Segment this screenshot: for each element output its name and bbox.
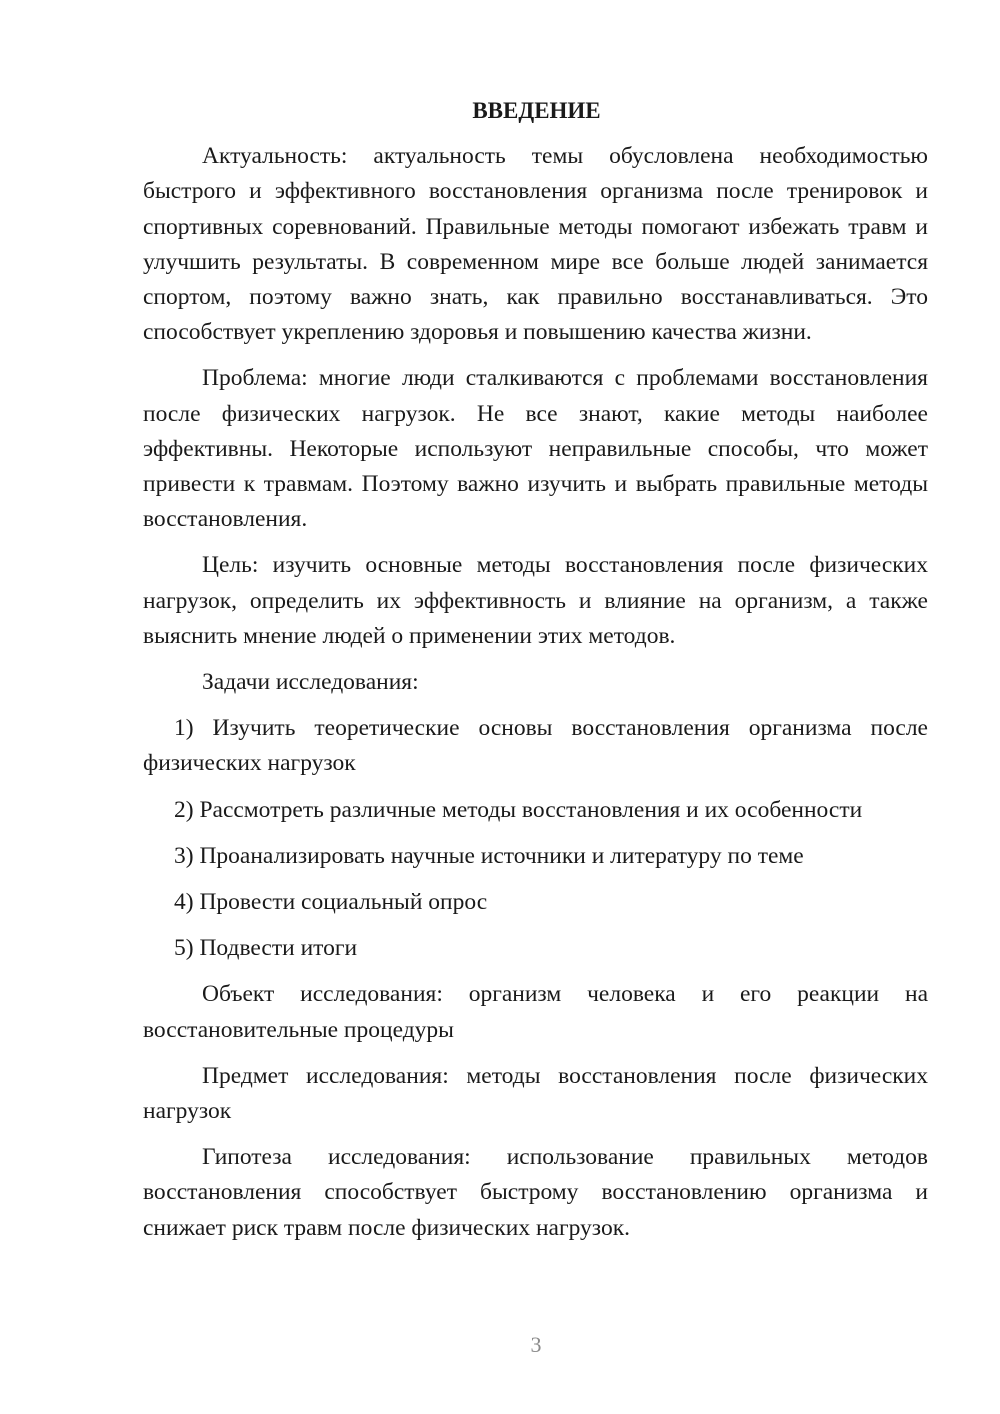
page-content <box>143 93 928 1257</box>
paragraph-tasks-intro: Задачи исследования: <box>202 669 419 696</box>
paragraph-object: Объект исследования: организм человека и его реакции на восстановительные процедуры <box>143 981 928 1043</box>
paragraph-hypothesis: Гипотеза исследования: использование правильных методов восстановления способствует быстрому восстановлению организма и снижает риск травм после физических нагрузок. <box>143 1144 928 1241</box>
task-item-4: 4) Провести социальный опрос <box>174 889 488 916</box>
paragraph-problem: Проблема: многие люди сталкиваются с проблемами восстановления после физических нагрузок. Не все знают, какие методы наиболее эффективны. Некоторые используют неправильные способы, что может привести к травмам. Поэтому важно изучить и выбрать правильные методы восстановления. <box>143 365 928 533</box>
section-heading: ВВЕДЕНИЕ <box>472 98 601 123</box>
page-number: 3 <box>530 1332 542 1357</box>
task-item-5: 5) Подвести итоги <box>174 935 358 962</box>
task-item-3: 3) Проанализировать научные источники и литературу по теме <box>174 842 804 869</box>
paragraph-subject: Предмет исследования: методы восстановления после физических нагрузок <box>143 1062 928 1125</box>
task-item-1: 1) Изучить теоретические основы восстановления организма после физических нагрузок <box>143 715 928 777</box>
paragraph-relevance: Актуальность: актуальность темы обусловлена необходимостью быстрого и эффективного восстановления организма после тренировок и спортивных соревнований. Правильные методы помогают избежать травм и улучшить результаты. В современном мире все больше людей занимается спортом, поэтому важно знать, как правильно восстанавливаться. Это способствует укреплению здоровья и повышению качества жизни. <box>143 143 928 346</box>
task-item-2: 2) Рассмотреть различные методы восстановления и их особенности <box>174 796 863 823</box>
paragraph-goal: Цель: изучить основные методы восстановления после физических нагрузок, определить их эффективность и влияние на организм, а также выяснить мнение людей о применении этих методов. <box>143 552 928 649</box>
